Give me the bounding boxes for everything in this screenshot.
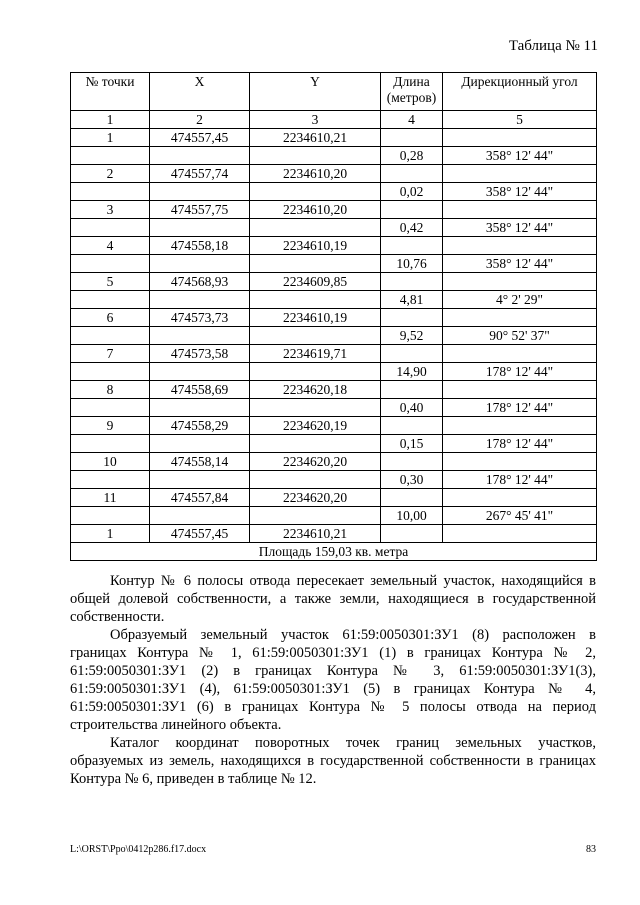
empty-cell [71, 147, 150, 165]
y-cell: 2234610,20 [250, 165, 381, 183]
numbering-cell: 2 [150, 111, 250, 129]
empty-cell [150, 255, 250, 273]
point-row [71, 237, 597, 255]
empty-cell [71, 363, 150, 381]
point-number-cell: 7 [71, 345, 150, 363]
point-row [71, 129, 597, 147]
empty-cell [71, 435, 150, 453]
angle-cell: 178° 12' 44" [443, 471, 597, 489]
empty-cell [381, 345, 443, 363]
angle-cell: 90° 52' 37" [443, 327, 597, 345]
point-number-cell: 1 [71, 525, 150, 543]
y-cell: 2234620,20 [250, 453, 381, 471]
point-row [71, 165, 597, 183]
numbering-cell: 5 [443, 111, 597, 129]
angle-cell: 178° 12' 44" [443, 435, 597, 453]
point-row [71, 489, 597, 507]
y-cell: 2234610,20 [250, 201, 381, 219]
y-cell: 2234619,71 [250, 345, 381, 363]
length-cell: 10,00 [381, 507, 443, 525]
empty-cell [250, 399, 381, 417]
empty-cell [443, 453, 597, 471]
table-caption: Таблица № 11 [508, 38, 598, 54]
table-body [71, 129, 597, 525]
numbering-cell: 3 [250, 111, 381, 129]
paragraph: Образуемый земельный участок 61:59:0050301:ЗУ1 (8) расположен в границах Контура № 1, 61:59:0050301:ЗУ1 (1) в границах Контура № 2, 61:59:0050301:ЗУ1 (2) в границах Контура № 3, 61:59:0050301:ЗУ1(3), 61:59:0050301:ЗУ1 (4), 61:59:0050301:ЗУ1 (5) в границах Контура № 4, 61:59:0050301:ЗУ1 (6) в границах Контура № 5 полосы отвода на период строительства линейного объекта. [70, 627, 596, 733]
empty-cell [443, 381, 597, 399]
segment-row [71, 507, 597, 525]
empty-cell [150, 327, 250, 345]
empty-cell [250, 435, 381, 453]
header-x: X [150, 73, 250, 111]
table-header-row [71, 73, 597, 111]
empty-cell [381, 273, 443, 291]
segment-row [71, 327, 597, 345]
segment-row [71, 399, 597, 417]
empty-cell [71, 507, 150, 525]
segment-row [71, 291, 597, 309]
empty-cell [250, 327, 381, 345]
empty-cell [381, 201, 443, 219]
empty-cell [443, 345, 597, 363]
footer-file-path: L:\ORST\Ppo\0412p286.f17.docx [70, 844, 207, 855]
table-numbering-row [71, 111, 597, 129]
empty-cell [250, 219, 381, 237]
empty-cell [443, 273, 597, 291]
length-cell: 0,02 [381, 183, 443, 201]
empty-cell [250, 471, 381, 489]
header-length: Длина (метров) [381, 73, 443, 111]
empty-cell [250, 183, 381, 201]
point-row [71, 345, 597, 363]
point-row [71, 417, 597, 435]
angle-cell: 267° 45' 41" [443, 507, 597, 525]
empty-cell [250, 363, 381, 381]
body-text [70, 572, 596, 788]
empty-cell [250, 147, 381, 165]
segment-row [71, 435, 597, 453]
point-row [71, 309, 597, 327]
empty-cell [381, 417, 443, 435]
empty-cell [381, 453, 443, 471]
angle-cell: 358° 12' 44" [443, 183, 597, 201]
empty-cell [71, 183, 150, 201]
length-cell: 0,40 [381, 399, 443, 417]
empty-cell [381, 237, 443, 255]
empty-cell [443, 489, 597, 507]
segment-row [71, 147, 597, 165]
x-cell: 474558,18 [150, 237, 250, 255]
empty-cell [150, 507, 250, 525]
empty-cell [150, 399, 250, 417]
x-cell: 474568,93 [150, 273, 250, 291]
empty-cell [71, 219, 150, 237]
length-cell: 4,81 [381, 291, 443, 309]
y-cell: 2234609,85 [250, 273, 381, 291]
x-cell: 474557,74 [150, 165, 250, 183]
x-cell: 474558,29 [150, 417, 250, 435]
empty-cell [71, 327, 150, 345]
length-cell: 0,30 [381, 471, 443, 489]
empty-cell [443, 165, 597, 183]
point-row [71, 273, 597, 291]
y-cell: 2234620,20 [250, 489, 381, 507]
x-cell: 474573,58 [150, 345, 250, 363]
x-cell: 474557,84 [150, 489, 250, 507]
empty-cell [71, 399, 150, 417]
header-angle: Дирекционный угол [443, 73, 597, 111]
point-number-cell: 2 [71, 165, 150, 183]
point-number-cell: 3 [71, 201, 150, 219]
point-number-cell: 9 [71, 417, 150, 435]
segment-row [71, 471, 597, 489]
y-cell: 2234610,19 [250, 309, 381, 327]
x-cell: 474558,69 [150, 381, 250, 399]
page-number: 83 [586, 844, 596, 855]
segment-row [71, 363, 597, 381]
segment-row [71, 219, 597, 237]
empty-cell [150, 183, 250, 201]
empty-cell [443, 237, 597, 255]
x-cell: 474557,45 [150, 525, 250, 543]
y-cell: 2234620,19 [250, 417, 381, 435]
angle-cell: 358° 12' 44" [443, 147, 597, 165]
angle-cell: 358° 12' 44" [443, 219, 597, 237]
empty-cell [71, 255, 150, 273]
empty-cell [250, 255, 381, 273]
empty-cell [250, 507, 381, 525]
paragraph: Контур № 6 полосы отвода пересекает земельный участок, находящийся в общей долевой собственности, а также земли, находящиеся в государственной собственности. [70, 573, 596, 625]
x-cell: 474557,75 [150, 201, 250, 219]
empty-cell [443, 417, 597, 435]
x-cell: 474557,45 [150, 129, 250, 147]
y-cell: 2234610,21 [250, 525, 381, 543]
empty-cell [381, 129, 443, 147]
empty-cell [71, 291, 150, 309]
point-number-cell: 4 [71, 237, 150, 255]
empty-cell [150, 291, 250, 309]
length-cell: 0,15 [381, 435, 443, 453]
point-row [71, 381, 597, 399]
length-cell: 10,76 [381, 255, 443, 273]
point-row [71, 201, 597, 219]
paragraph: Каталог координат поворотных точек границ земельных участков, образуемых из земель, находящихся в государственной собственности в границах Контура № 6, приведен в таблице № 12. [70, 735, 596, 787]
point-number-cell: 10 [71, 453, 150, 471]
point-number-cell: 8 [71, 381, 150, 399]
area-row [71, 543, 597, 561]
empty-cell [150, 147, 250, 165]
x-cell: 474558,14 [150, 453, 250, 471]
coordinates-table [70, 72, 597, 561]
x-cell: 474573,73 [150, 309, 250, 327]
length-cell: 0,42 [381, 219, 443, 237]
empty-cell [150, 219, 250, 237]
numbering-cell: 1 [71, 111, 150, 129]
segment-row [71, 183, 597, 201]
empty-cell [150, 471, 250, 489]
point-number-cell: 5 [71, 273, 150, 291]
header-point: № точки [71, 73, 150, 111]
y-cell: 2234620,18 [250, 381, 381, 399]
empty-cell [150, 435, 250, 453]
point-number-cell: 11 [71, 489, 150, 507]
angle-cell: 4° 2' 29" [443, 291, 597, 309]
angle-cell: 178° 12' 44" [443, 399, 597, 417]
y-cell: 2234610,21 [250, 129, 381, 147]
empty-cell [250, 291, 381, 309]
empty-cell [381, 309, 443, 327]
empty-cell [443, 309, 597, 327]
empty-cell [443, 201, 597, 219]
length-cell: 9,52 [381, 327, 443, 345]
empty-cell [71, 471, 150, 489]
empty-cell [443, 129, 597, 147]
empty-cell [381, 525, 443, 543]
empty-cell [443, 525, 597, 543]
point-row [71, 453, 597, 471]
empty-cell [381, 165, 443, 183]
empty-cell [150, 363, 250, 381]
header-y: Y [250, 73, 381, 111]
empty-cell [381, 489, 443, 507]
empty-cell [381, 381, 443, 399]
length-cell: 0,28 [381, 147, 443, 165]
angle-cell: 178° 12' 44" [443, 363, 597, 381]
point-number-cell: 1 [71, 129, 150, 147]
length-cell: 14,90 [381, 363, 443, 381]
angle-cell: 358° 12' 44" [443, 255, 597, 273]
numbering-cell: 4 [381, 111, 443, 129]
segment-row [71, 255, 597, 273]
area-cell: Площадь 159,03 кв. метра [71, 543, 597, 561]
y-cell: 2234610,19 [250, 237, 381, 255]
point-number-cell: 6 [71, 309, 150, 327]
closing-point-row [71, 525, 597, 543]
